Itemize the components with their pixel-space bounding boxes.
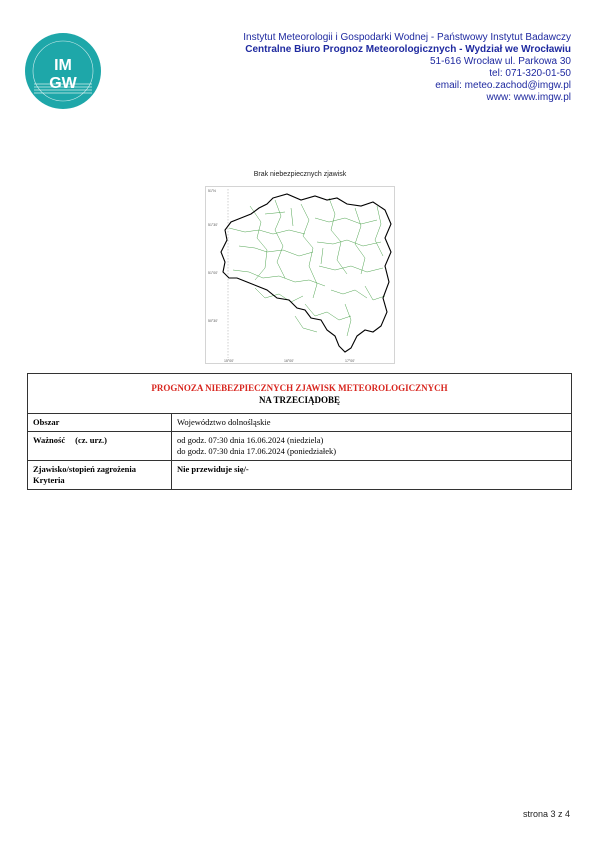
criteria-label: Kryteria — [33, 475, 65, 485]
bureau-name: Centralne Biuro Prognoz Meteorologicznych - Wydział we Wrocławiu — [245, 44, 571, 55]
lon-label-3: 17°00' — [345, 359, 355, 363]
validity-to: do godz. 07:30 dnia 17.06.2024 (poniedziałek) — [177, 446, 337, 456]
logo-text-bottom: GW — [49, 75, 77, 92]
institute-header — [243, 32, 571, 104]
lat-label-4: 50°30' — [208, 319, 218, 323]
phenomenon-value: Nie przewiduje się/- — [172, 461, 572, 490]
email: email: meteo.zachod@imgw.pl — [435, 80, 571, 91]
imgw-logo — [24, 32, 102, 110]
lat-label-1: 51°N — [208, 189, 216, 193]
map-frame — [206, 187, 395, 364]
validity-sub: (cz. urz.) — [75, 435, 107, 445]
phenomenon-label-cell — [28, 461, 172, 490]
forecast-table — [27, 373, 572, 490]
region-map — [205, 186, 395, 364]
validity-label: Ważność — [33, 435, 66, 445]
website: www: www.imgw.pl — [486, 92, 571, 103]
lon-label-1: 15°00' — [224, 359, 234, 363]
phenomenon-label: Zjawisko/stopień zagrożenia — [33, 464, 137, 474]
validity-label-cell — [28, 432, 172, 461]
lat-label-2: 51°30' — [208, 223, 218, 227]
forecast-title-line2: NA TRZECIĄDOBĘ — [258, 395, 341, 405]
logo-text-top: IM — [54, 57, 72, 74]
lat-label-3: 51°00' — [208, 271, 218, 275]
phone: tel: 071-320-01-50 — [489, 68, 571, 79]
validity-from: od godz. 07:30 dnia 16.06.2024 (niedziela) — [177, 435, 324, 445]
area-label: Obszar — [28, 414, 172, 432]
lon-label-2: 16°00' — [284, 359, 294, 363]
province-outline — [221, 194, 391, 352]
page-number: strona 3 z 4 — [522, 809, 570, 819]
map-title: Brak niebezpiecznych zjawisk — [253, 171, 347, 178]
institute-name: Instytut Meteorologii i Gospodarki Wodnej - Państwowy Instytut Badawczy — [243, 32, 571, 43]
county-borders — [229, 198, 385, 336]
area-value: Województwo dolnośląskie — [172, 414, 572, 432]
forecast-title — [28, 374, 572, 414]
validity-value — [172, 432, 572, 461]
address: 51-616 Wrocław ul. Parkowa 30 — [430, 56, 571, 67]
forecast-title-line1: PROGNOZA NIEBEZPIECZNYCH ZJAWISK METEOROLOGICZNYCH — [151, 383, 448, 393]
